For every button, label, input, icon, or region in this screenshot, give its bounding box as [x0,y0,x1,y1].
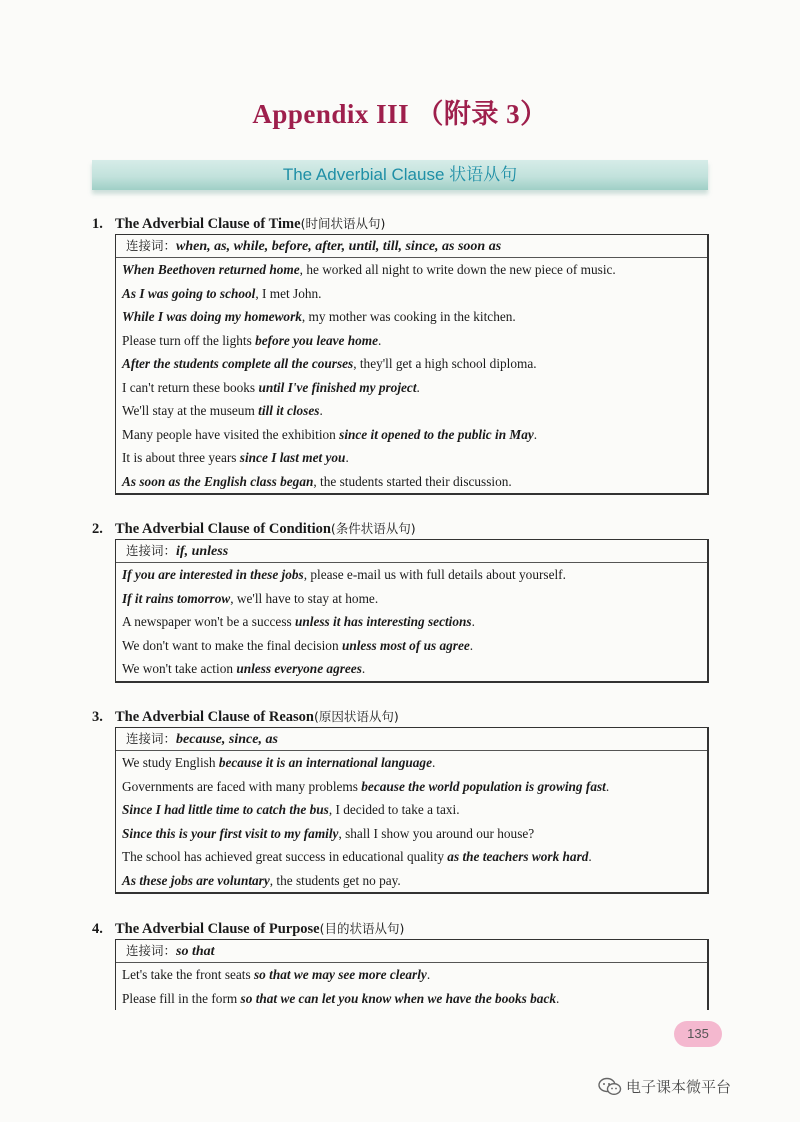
example-box [115,939,709,1010]
adverbial-clause: since I last met you [239,450,346,465]
example-box [115,539,709,683]
adverbial-clause: so that we can let you know when we have the books back [240,990,556,1006]
section-heading [92,214,708,234]
sentence-main: We'll stay at the museum [122,403,259,418]
section-number: 2. [92,521,103,537]
sentence-main: We study English [122,755,219,770]
sentence-main: . [361,661,366,676]
adverbial-clause: until I've finished my project [258,379,417,395]
page-number: 135 [674,1021,722,1047]
example-sentence [116,822,707,846]
connectives-words: so that [176,944,215,959]
sentence-main: We won't take action [122,661,237,676]
example-sentence [116,775,707,799]
example-sentence [116,470,707,494]
sentence-main: Please fill in the form [122,990,241,1006]
sentence-main: . [556,990,560,1006]
sentence-main: . [588,849,592,864]
page-title: Appendix III （附录 3） [252,99,548,129]
connectives-words: because, since, as [176,732,278,747]
sentence-main: Please turn off the lights [122,332,256,348]
section-heading-en: The Adverbial Clause of Condition [115,521,331,537]
section-purpose-clause [92,919,708,1010]
example-sentence [116,869,707,893]
sentence-main: , the students get no pay. [269,872,401,888]
sentence-main: . [345,450,349,465]
example-sentence [116,587,707,611]
adverbial-clause: before you leave home [255,332,379,348]
example-sentence [116,610,707,634]
adverbial-clause: unless it has interesting sections [295,614,472,629]
connectives-words: if, unless [176,544,229,559]
watermark-text: 电子课本微平台 [626,1078,732,1096]
connectives-row [116,728,707,751]
adverbial-clause: While I was doing my homework [122,309,302,324]
sentence-main: , shall I show you around our house? [338,825,535,841]
example-sentence [116,282,707,306]
sentence-main: . [416,379,420,395]
adverbial-clause: because the world population is growing fast [361,778,606,794]
example-sentence [116,329,707,353]
sentence-main: . [378,332,382,348]
sentence-main: , please e-mail us with full details about yourself. [303,567,566,582]
banner-title: The Adverbial Clause 状语从句 [282,165,518,184]
sentence-main: . [426,967,431,982]
adverbial-clause: Since this is your first visit to my family [122,825,339,841]
example-sentence [116,352,707,376]
wechat-icon [598,1077,622,1097]
sentence-main: A newspaper won't be a success [122,614,295,629]
sentence-main: Let's take the front seats [122,967,254,982]
adverbial-clause: As I was going to school [122,285,256,301]
example-sentence [116,987,707,1011]
sentence-main: , I decided to take a taxi. [328,802,460,817]
sentence-main: , the students started their discussion. [313,473,512,489]
sentence-main: , we'll have to stay at home. [230,590,379,606]
example-sentence [116,258,707,282]
example-sentence [116,963,707,987]
connectives-label: 连接词： [126,943,177,958]
sentence-main: Governments are faced with many problems [122,778,362,794]
watermark [598,1075,731,1099]
example-sentence [116,423,707,447]
example-box [115,727,709,894]
adverbial-clause: If you are interested in these jobs [122,567,304,582]
example-sentence [116,446,707,470]
sentence-main: The school has achieved great success in educational quality [122,849,448,864]
sentence-main: , they'll get a high school diploma. [353,356,537,371]
section-heading-en: The Adverbial Clause of Purpose [115,921,320,937]
connectives-row [116,540,707,563]
example-sentence [116,634,707,658]
section-heading-zh: (原因状语从句) [314,709,399,724]
section-heading-en: The Adverbial Clause of Reason [115,709,314,725]
adverbial-clause: as the teachers work hard [447,849,589,864]
connectives-label: 连接词： [126,543,177,558]
example-sentence [116,563,707,587]
section-heading-zh: (目的状语从句) [319,921,405,936]
adverbial-clause: since it opened to the public in May [339,426,534,442]
sentence-main: . [533,426,538,442]
example-sentence [116,376,707,400]
connectives-row [116,940,707,963]
section-number: 4. [92,921,103,937]
sentence-main: We don't want to make the final decision [122,637,342,653]
adverbial-clause: so that we may see more clearly [254,967,427,982]
adverbial-clause: Since I had little time to catch the bus [122,802,329,817]
section-heading [92,707,708,727]
section-heading-zh: (时间状语从句) [300,216,386,231]
sentence-main: It is about three years [122,450,240,465]
section-heading-zh: (条件状语从句) [330,521,416,536]
sentence-main: , my mother was cooking in the kitchen. [301,309,516,324]
adverbial-clause: As soon as the English class began [122,473,314,489]
connectives-words: when, as, while, before, after, until, till, since, as soon as [176,239,502,254]
sentence-main: . [319,403,323,418]
sentence-main: . [469,637,474,653]
adverbial-clause: because it is an international language [218,755,432,770]
section-condition-clause [92,519,708,683]
example-box [115,234,709,495]
example-sentence [116,798,707,822]
sentence-main: , I met John. [255,285,322,301]
sentence-main: . [471,614,475,629]
section-banner [92,160,708,190]
section-number: 3. [92,709,103,725]
adverbial-clause: till it closes [258,403,320,418]
adverbial-clause: unless everyone agrees [236,661,362,676]
example-sentence [116,399,707,423]
adverbial-clause: As these jobs are voluntary [122,872,270,888]
example-sentence [116,845,707,869]
sentence-main: I can't return these books [122,379,259,395]
sentence-main: . [605,778,610,794]
adverbial-clause: After the students complete all the courses [122,356,354,371]
connectives-label: 连接词： [126,731,177,746]
example-sentence [116,657,707,681]
sentence-main: , he worked all night to write down the new piece of music. [299,262,616,277]
adverbial-clause: When Beethoven returned home [122,262,300,277]
connectives-row [116,235,707,258]
section-heading [92,519,708,539]
connectives-label: 连接词： [126,238,177,253]
sentence-main: Many people have visited the exhibition [122,426,340,442]
example-sentence [116,751,707,775]
section-reason-clause [92,707,708,894]
example-sentence [116,305,707,329]
adverbial-clause: unless most of us agree [341,637,470,653]
adverbial-clause: If it rains tomorrow [122,590,231,606]
section-time-clause [92,214,708,495]
section-heading-en: The Adverbial Clause of Time [115,216,301,232]
section-heading [92,919,708,939]
section-number: 1. [92,216,103,232]
sentence-main: . [431,755,436,770]
